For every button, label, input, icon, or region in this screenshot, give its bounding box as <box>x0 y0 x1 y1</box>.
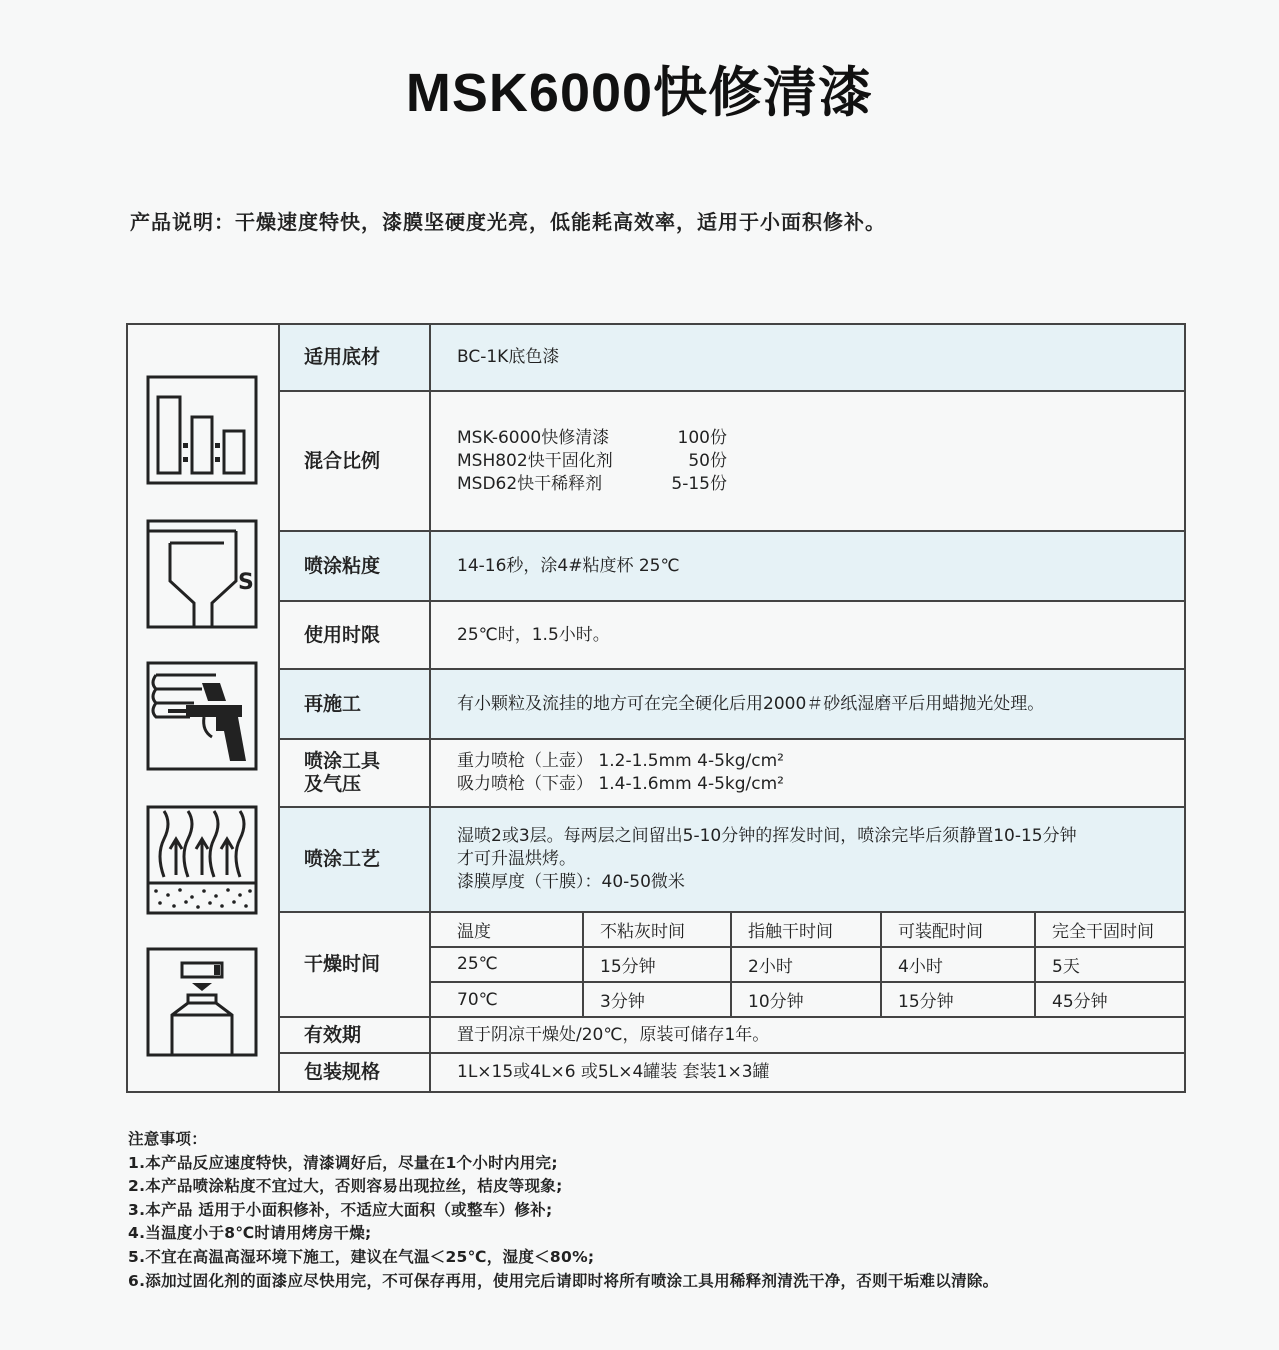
mix-item <box>457 427 1184 450</box>
row-value <box>431 740 1184 806</box>
heat-drying-icon <box>146 805 258 915</box>
row-value <box>431 392 1184 530</box>
drying-cell: 3分钟 <box>583 982 731 1016</box>
drying-header: 温度 <box>431 913 583 947</box>
tool-line: 吸力喷枪（下壶） 1.4-1.6mm 4-5kg/cm² <box>457 774 784 794</box>
mix-name: MSD62快干稀释剂 <box>457 473 603 494</box>
drying-cell: 2小时 <box>731 947 881 982</box>
row-value: 有小颗粒及流挂的地方可在完全硬化后用2000＃砂纸湿磨平后用蜡抛光处理。 <box>457 693 1045 714</box>
row-mixing-ratio <box>280 392 1184 532</box>
row-label: 混合比例 <box>280 392 431 530</box>
mix-item <box>457 450 1184 473</box>
drying-cell: 70℃ <box>457 989 498 1010</box>
note-item: 5.不宜在高温高湿环境下施工，建议在气温＜25℃，湿度＜80%; <box>128 1247 595 1266</box>
drying-header-row <box>431 913 1184 947</box>
row-viscosity <box>280 532 1184 602</box>
row-packing <box>280 1054 1184 1091</box>
note-item: 3.本产品 适用于小面积修补，不适应大面积（或整车）修补; <box>128 1200 553 1219</box>
row-label <box>280 740 431 806</box>
row-rework <box>280 670 1184 740</box>
notes-section <box>128 1128 998 1293</box>
drying-header: 可装配时间 <box>881 913 1035 947</box>
row-label: 再施工 <box>280 670 431 738</box>
process-line: 才可升温烘烤。 <box>457 849 576 869</box>
tool-line: 重力喷枪（上壶） 1.2-1.5mm 4-5kg/cm² <box>457 751 784 771</box>
note-item: 4.当温度小于8℃时请用烤房干燥; <box>128 1224 372 1243</box>
drying-cell: 25℃ <box>431 947 583 982</box>
row-drying-time <box>280 913 1184 1018</box>
note-item: 1.本产品反应速度特快，清漆调好后，尽量在1个小时内用完; <box>128 1153 558 1172</box>
mix-name: MSK-6000快修清漆 <box>457 427 610 448</box>
row-pot-life <box>280 602 1184 670</box>
row-value: 1L×15或4L×6 或5L×4罐装 套装1×3罐 <box>457 1062 770 1082</box>
drying-header: 不粘灰时间 <box>583 913 731 947</box>
drying-data-row <box>431 982 1184 1016</box>
svg-text:S: S <box>238 570 254 595</box>
drying-cell: 4小时 <box>881 947 1035 982</box>
drying-header: 指触干时间 <box>731 913 881 947</box>
row-value: 置于阴凉干燥处/20℃，原装可储存1年。 <box>457 1024 770 1045</box>
drying-cell: 5天 <box>1035 947 1184 982</box>
drying-data-row <box>431 947 1184 982</box>
row-label-line2: 及气压 <box>304 773 362 795</box>
row-value: BC-1K底色漆 <box>457 347 560 367</box>
spec-table <box>126 323 1186 1093</box>
row-substrate <box>280 325 1184 392</box>
row-label: 有效期 <box>280 1018 431 1052</box>
drying-table <box>431 913 1184 1016</box>
row-label: 干燥时间 <box>280 913 431 1016</box>
row-value: 14-16秒，涂4#粘度杯 25℃ <box>457 555 680 576</box>
note-item: 2.本产品喷涂粘度不宜过大，否则容易出现拉丝，桔皮等现象; <box>128 1177 563 1196</box>
icon-column <box>128 325 280 1091</box>
process-line: 湿喷2或3层。每两层之间留出5-10分钟的挥发时间，喷涂完毕后须静置10-15分钟 <box>457 826 1077 846</box>
drying-cell: 15分钟 <box>881 982 1035 1016</box>
mix-amount: 100份 <box>677 427 727 448</box>
mix-amount: 5-15份 <box>671 473 727 494</box>
row-label: 适用底材 <box>280 325 431 390</box>
row-label: 喷涂粘度 <box>280 532 431 600</box>
storage-can-icon <box>146 947 258 1057</box>
drying-header: 完全干固时间 <box>1035 913 1184 947</box>
row-value <box>431 808 1184 911</box>
drying-cell: 10分钟 <box>731 982 881 1016</box>
process-line: 漆膜厚度（干膜）：40-50微米 <box>457 872 685 892</box>
row-spray-process <box>280 808 1184 913</box>
row-label: 使用时限 <box>280 602 431 668</box>
mix-amount: 50份 <box>688 450 727 471</box>
note-item: 6.添加过固化剂的面漆应尽快用完，不可保存再用，使用完后请即时将所有喷涂工具用稀释剂清洗干净，否则干垢难以清除。 <box>128 1271 999 1290</box>
row-label-line1: 喷涂工具 <box>304 750 381 772</box>
row-shelf-life <box>280 1018 1184 1054</box>
product-description: 产品说明：干燥速度特快，漆膜坚硬度光亮，低能耗高效率，适用于小面积修补。 <box>130 210 886 234</box>
drying-cell: 45分钟 <box>1035 982 1184 1016</box>
spray-gun-icon <box>146 661 258 771</box>
row-spray-tools <box>280 740 1184 808</box>
viscosity-cup-icon <box>146 519 258 629</box>
row-label: 喷涂工艺 <box>280 808 431 911</box>
mix-item <box>457 473 1184 496</box>
page-title: MSK6000快修清漆 <box>405 63 874 123</box>
notes-heading: 注意事项： <box>128 1130 208 1148</box>
mixing-ratio-icon <box>146 375 258 485</box>
row-label: 包装规格 <box>280 1054 431 1091</box>
row-value: 25℃时，1.5小时。 <box>457 624 610 645</box>
mix-name: MSH802快干固化剂 <box>457 450 613 471</box>
drying-cell: 15分钟 <box>583 947 731 982</box>
